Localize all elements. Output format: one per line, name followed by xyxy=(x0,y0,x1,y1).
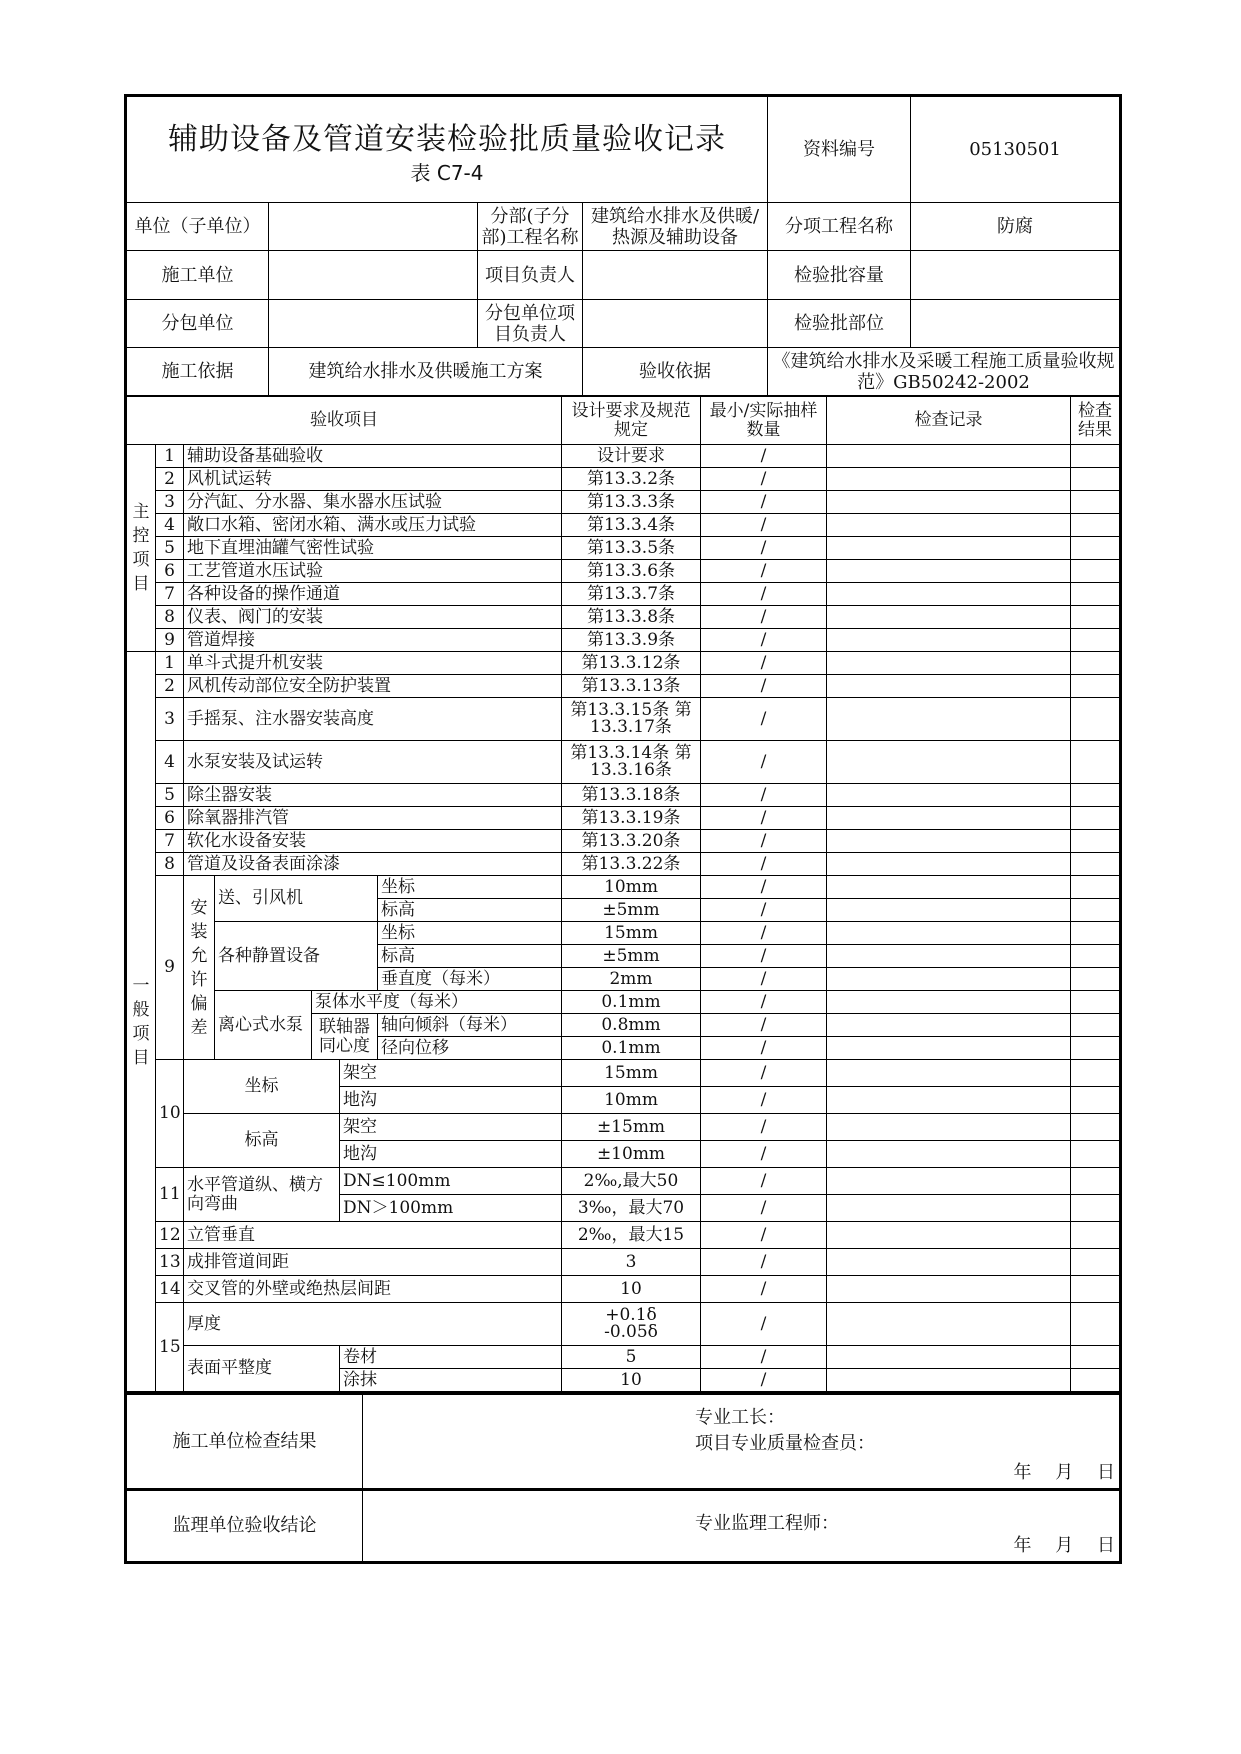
project-manager-value[interactable] xyxy=(583,251,768,300)
item-result[interactable] xyxy=(1071,1276,1121,1303)
form-header-table xyxy=(124,94,1122,396)
item-name: 管道焊接 xyxy=(184,629,562,652)
item-requirement: 0.1mm xyxy=(562,1037,701,1060)
item-record[interactable] xyxy=(827,1249,1071,1276)
item-no: 9 xyxy=(156,629,184,652)
item-result[interactable] xyxy=(1071,537,1121,560)
construction-basis-label: 施工依据 xyxy=(126,348,269,396)
sub-item-name: 标高 xyxy=(378,899,562,922)
item-requirement: 2mm xyxy=(562,968,701,991)
title-cell xyxy=(126,96,768,203)
item-sample: / xyxy=(701,1060,827,1087)
centrifugal-pump-label: 离心式水泵 xyxy=(215,991,312,1060)
item-requirement: 第13.3.22条 xyxy=(562,853,701,876)
item-record[interactable] xyxy=(827,698,1071,741)
item-record[interactable] xyxy=(827,968,1071,991)
item-name: 水泵安装及试运转 xyxy=(184,741,562,784)
item-record[interactable] xyxy=(827,1303,1071,1346)
item-requirement: 15mm xyxy=(562,1060,701,1087)
sub-item-name: 泵体水平度（每米） xyxy=(312,991,562,1014)
doc-no-value: 05130501 xyxy=(911,96,1121,203)
item-no: 10 xyxy=(156,1060,184,1168)
thickness-upper: +0.1δ xyxy=(605,1305,657,1325)
item-result[interactable] xyxy=(1071,468,1121,491)
item-sample: / xyxy=(701,1195,827,1222)
item-no: 7 xyxy=(156,830,184,853)
batch-capacity-value[interactable] xyxy=(911,251,1121,300)
flatness-label: 表面平整度 xyxy=(184,1346,340,1392)
item-no: 1 xyxy=(156,652,184,675)
item-result[interactable] xyxy=(1071,1369,1121,1392)
unit-value[interactable] xyxy=(269,203,478,251)
item-name: 敞口水箱、密闭水箱、满水或压力试验 xyxy=(184,514,562,537)
item-result[interactable] xyxy=(1071,1141,1121,1168)
item-result[interactable] xyxy=(1071,1195,1121,1222)
item-sample: / xyxy=(701,1369,827,1392)
item-record[interactable] xyxy=(827,1060,1071,1087)
subcontractor-label: 分包单位 xyxy=(126,300,269,348)
item-requirement: 第13.3.14条 第13.3.16条 xyxy=(562,741,701,784)
item-result[interactable] xyxy=(1071,606,1121,629)
item-sample: / xyxy=(701,741,827,784)
sub-item-name: 涂抹 xyxy=(340,1369,562,1392)
item-result[interactable] xyxy=(1071,1114,1121,1141)
item-requirement: 第13.3.18条 xyxy=(562,784,701,807)
item-requirement xyxy=(562,1303,701,1346)
coordinate-label: 坐标 xyxy=(184,1060,340,1114)
item-result[interactable] xyxy=(1071,514,1121,537)
inspection-form xyxy=(124,94,1119,1564)
item-requirement: 2‰，最大15 xyxy=(562,1222,701,1249)
batch-capacity-label: 检验批容量 xyxy=(768,251,911,300)
item-name: 单斗式提升机安装 xyxy=(184,652,562,675)
item-sample: / xyxy=(701,1222,827,1249)
item-no: 12 xyxy=(156,1222,184,1249)
item-sample: / xyxy=(701,784,827,807)
item-requirement: 第13.3.2条 xyxy=(562,468,701,491)
unit-label: 单位（子单位） xyxy=(126,203,269,251)
sub-item-name: 卷材 xyxy=(340,1346,562,1369)
item-sample: / xyxy=(701,514,827,537)
batch-location-value[interactable] xyxy=(911,300,1121,348)
project-manager-label: 项目负责人 xyxy=(478,251,583,300)
signature-table xyxy=(124,1392,1122,1564)
item-record[interactable] xyxy=(827,1276,1071,1303)
item-result[interactable] xyxy=(1071,1222,1121,1249)
item-sample: / xyxy=(701,583,827,606)
item-requirement: 第13.3.12条 xyxy=(562,652,701,675)
col-header-sample: 最小/实际抽样数量 xyxy=(701,397,827,445)
tolerance-group-label: 安装允许偏差 xyxy=(184,876,215,1060)
item-requirement: 第13.3.20条 xyxy=(562,830,701,853)
sub-pm-value[interactable] xyxy=(583,300,768,348)
foreman-label: 专业工长： xyxy=(695,1407,785,1428)
item-result[interactable] xyxy=(1071,629,1121,652)
item-record[interactable] xyxy=(827,583,1071,606)
contractor-signature-area[interactable] xyxy=(363,1394,1121,1490)
item-name: 除氧器排汽管 xyxy=(184,807,562,830)
sub-item-name: 地沟 xyxy=(340,1087,562,1114)
item-sample: / xyxy=(701,537,827,560)
item-requirement: 第13.3.5条 xyxy=(562,537,701,560)
static-equipment-label: 各种静置设备 xyxy=(215,922,378,991)
item-requirement: 10 xyxy=(562,1369,701,1392)
item-record[interactable] xyxy=(827,1222,1071,1249)
item-no: 3 xyxy=(156,491,184,514)
item-result[interactable] xyxy=(1071,1087,1121,1114)
item-requirement: 10mm xyxy=(562,1087,701,1114)
contractor-result-label: 施工单位检查结果 xyxy=(126,1394,363,1490)
item-sample: / xyxy=(701,1249,827,1276)
item-name: 立管垂直 xyxy=(184,1222,562,1249)
item-requirement: ±10mm xyxy=(562,1141,701,1168)
sub-item-name: 架空 xyxy=(340,1060,562,1087)
contractor-value[interactable] xyxy=(269,251,478,300)
item-record[interactable] xyxy=(827,1195,1071,1222)
item-record[interactable] xyxy=(827,1014,1071,1037)
item-record[interactable] xyxy=(827,1369,1071,1392)
item-result[interactable] xyxy=(1071,945,1121,968)
item-record[interactable] xyxy=(827,445,1071,468)
item-result[interactable] xyxy=(1071,445,1121,468)
item-record[interactable] xyxy=(827,945,1071,968)
item-sample: / xyxy=(701,675,827,698)
item-result[interactable] xyxy=(1071,830,1121,853)
subitem-value: 防腐 xyxy=(911,203,1121,251)
item-result[interactable] xyxy=(1071,807,1121,830)
item-record[interactable] xyxy=(827,1141,1071,1168)
item-name: 辅助设备基础验收 xyxy=(184,445,562,468)
item-name: 地下直埋油罐气密性试验 xyxy=(184,537,562,560)
item-record[interactable] xyxy=(827,491,1071,514)
item-sample: / xyxy=(701,698,827,741)
item-no: 5 xyxy=(156,784,184,807)
col-header-requirement: 设计要求及规范规定 xyxy=(562,397,701,445)
subdivision-value: 建筑给水排水及供暖/热源及辅助设备 xyxy=(583,203,768,251)
item-record[interactable] xyxy=(827,741,1071,784)
item-no: 7 xyxy=(156,583,184,606)
item-name: 成排管道间距 xyxy=(184,1249,562,1276)
item-no: 13 xyxy=(156,1249,184,1276)
item-result[interactable] xyxy=(1071,652,1121,675)
item-name: 水平管道纵、横方向弯曲 xyxy=(184,1168,340,1222)
item-sample: / xyxy=(701,1087,827,1114)
coupling-label: 联轴器同心度 xyxy=(312,1014,378,1060)
subdivision-label: 分部(子分部)工程名称 xyxy=(478,203,583,251)
item-requirement: 第13.3.9条 xyxy=(562,629,701,652)
item-no: 6 xyxy=(156,560,184,583)
col-header-result: 检查结果 xyxy=(1071,397,1121,445)
item-no: 6 xyxy=(156,807,184,830)
item-requirement: 5 xyxy=(562,1346,701,1369)
construction-basis-value: 建筑给水排水及供暖施工方案 xyxy=(269,348,583,396)
subcontractor-value[interactable] xyxy=(269,300,478,348)
item-no: 8 xyxy=(156,606,184,629)
item-no: 4 xyxy=(156,514,184,537)
item-record[interactable] xyxy=(827,537,1071,560)
item-record[interactable] xyxy=(827,1087,1071,1114)
item-requirement: 第13.3.13条 xyxy=(562,675,701,698)
sub-item-name: DN≤100mm xyxy=(340,1168,562,1195)
col-header-record: 检查记录 xyxy=(827,397,1071,445)
item-result[interactable] xyxy=(1071,1168,1121,1195)
supervisor-conclusion-label: 监理单位验收结论 xyxy=(126,1490,363,1563)
item-requirement: 第13.3.4条 xyxy=(562,514,701,537)
item-sample: / xyxy=(701,606,827,629)
item-record[interactable] xyxy=(827,899,1071,922)
item-requirement: 设计要求 xyxy=(562,445,701,468)
sub-item-name: 标高 xyxy=(378,945,562,968)
item-requirement: 第13.3.6条 xyxy=(562,560,701,583)
item-record[interactable] xyxy=(827,991,1071,1014)
supervisor-date: 年 月 日 xyxy=(1013,1535,1115,1556)
item-record[interactable] xyxy=(827,1114,1071,1141)
item-sample: / xyxy=(701,491,827,514)
item-sample: / xyxy=(701,1303,827,1346)
item-record[interactable] xyxy=(827,468,1071,491)
item-result[interactable] xyxy=(1071,991,1121,1014)
item-result[interactable] xyxy=(1071,899,1121,922)
sub-item-name: 坐标 xyxy=(378,922,562,945)
item-requirement: 3 xyxy=(562,1249,701,1276)
item-result[interactable] xyxy=(1071,675,1121,698)
sub-item-name: 径向位移 xyxy=(378,1037,562,1060)
item-requirement: 第13.3.15条 第13.3.17条 xyxy=(562,698,701,741)
form-number: 表 C7-4 xyxy=(410,160,484,185)
item-record[interactable] xyxy=(827,830,1071,853)
item-record[interactable] xyxy=(827,1037,1071,1060)
item-sample: / xyxy=(701,968,827,991)
item-result[interactable] xyxy=(1071,853,1121,876)
item-name: 分汽缸、分水器、集水器水压试验 xyxy=(184,491,562,514)
item-requirement: 10mm xyxy=(562,876,701,899)
item-record[interactable] xyxy=(827,1346,1071,1369)
item-requirement: 第13.3.19条 xyxy=(562,807,701,830)
sub-item-name: DN＞100mm xyxy=(340,1195,562,1222)
item-result[interactable] xyxy=(1071,876,1121,899)
item-result[interactable] xyxy=(1071,968,1121,991)
item-requirement: 第13.3.8条 xyxy=(562,606,701,629)
item-sample: / xyxy=(701,1037,827,1060)
item-sample: / xyxy=(701,468,827,491)
item-no: 14 xyxy=(156,1276,184,1303)
batch-location-label: 检验批部位 xyxy=(768,300,911,348)
item-name: 工艺管道水压试验 xyxy=(184,560,562,583)
supervising-engineer-label: 专业监理工程师： xyxy=(695,1513,839,1534)
item-sample: / xyxy=(701,807,827,830)
item-sample: / xyxy=(701,560,827,583)
item-no: 8 xyxy=(156,853,184,876)
item-name: 仪表、阀门的安装 xyxy=(184,606,562,629)
item-name: 管道及设备表面涂漆 xyxy=(184,853,562,876)
item-requirement: ±5mm xyxy=(562,945,701,968)
sub-pm-label: 分包单位项目负责人 xyxy=(478,300,583,348)
item-record[interactable] xyxy=(827,514,1071,537)
sub-item-name: 地沟 xyxy=(340,1141,562,1168)
item-sample: / xyxy=(701,945,827,968)
item-result[interactable] xyxy=(1071,1346,1121,1369)
item-record[interactable] xyxy=(827,807,1071,830)
item-result[interactable] xyxy=(1071,1303,1121,1346)
item-requirement: 第13.3.3条 xyxy=(562,491,701,514)
form-title: 辅助设备及管道安装检验批质量验收记录 xyxy=(168,121,726,157)
item-record[interactable] xyxy=(827,922,1071,945)
item-sample: / xyxy=(701,1276,827,1303)
item-name: 除尘器安装 xyxy=(184,784,562,807)
item-sample: / xyxy=(701,922,827,945)
subitem-label: 分项工程名称 xyxy=(768,203,911,251)
item-no: 15 xyxy=(156,1303,184,1392)
item-sample: / xyxy=(701,876,827,899)
general-group-label: 一般项目 xyxy=(126,652,156,1392)
item-no: 1 xyxy=(156,445,184,468)
item-no: 2 xyxy=(156,468,184,491)
item-requirement: 第13.3.7条 xyxy=(562,583,701,606)
item-sample: / xyxy=(701,1168,827,1195)
item-record[interactable] xyxy=(827,652,1071,675)
item-record[interactable] xyxy=(827,629,1071,652)
item-no: 3 xyxy=(156,698,184,741)
item-record[interactable] xyxy=(827,675,1071,698)
item-no: 4 xyxy=(156,741,184,784)
item-name: 风机传动部位安全防护装置 xyxy=(184,675,562,698)
item-sample: / xyxy=(701,629,827,652)
thickness-lower: -0.05δ xyxy=(604,1322,658,1342)
item-name: 风机试运转 xyxy=(184,468,562,491)
item-result[interactable] xyxy=(1071,1060,1121,1087)
item-sample: / xyxy=(701,1346,827,1369)
item-sample: / xyxy=(701,853,827,876)
item-name: 各种设备的操作通道 xyxy=(184,583,562,606)
thickness-label: 厚度 xyxy=(184,1303,562,1346)
item-requirement: ±5mm xyxy=(562,899,701,922)
sub-item-name: 轴向倾斜（每米） xyxy=(378,1014,562,1037)
item-requirement: ±15mm xyxy=(562,1114,701,1141)
item-result[interactable] xyxy=(1071,491,1121,514)
item-requirement: 10 xyxy=(562,1276,701,1303)
item-requirement: 3‰，最大70 xyxy=(562,1195,701,1222)
item-result[interactable] xyxy=(1071,1037,1121,1060)
item-record[interactable] xyxy=(827,1168,1071,1195)
item-result[interactable] xyxy=(1071,560,1121,583)
supervisor-signature-area[interactable] xyxy=(363,1490,1121,1563)
item-sample: / xyxy=(701,1014,827,1037)
item-record[interactable] xyxy=(827,853,1071,876)
item-no: 9 xyxy=(156,876,184,1060)
item-name: 手摇泵、注水器安装高度 xyxy=(184,698,562,741)
item-requirement: 2‰,最大50 xyxy=(562,1168,701,1195)
quality-inspector-label: 项目专业质量检查员： xyxy=(695,1433,875,1454)
col-header-item: 验收项目 xyxy=(126,397,562,445)
doc-no-label: 资料编号 xyxy=(768,96,911,203)
item-record[interactable] xyxy=(827,606,1071,629)
inspection-items-table xyxy=(124,396,1122,1392)
item-requirement: 0.1mm xyxy=(562,991,701,1014)
main-group-label: 主控项目 xyxy=(126,445,156,652)
item-record[interactable] xyxy=(827,560,1071,583)
item-sample: / xyxy=(701,652,827,675)
item-name: 交叉管的外壁或绝热层间距 xyxy=(184,1276,562,1303)
sub-item-name: 架空 xyxy=(340,1114,562,1141)
acceptance-basis-value: 《建筑给水排水及采暖工程施工质量验收规范》GB50242-2002 xyxy=(768,348,1121,396)
item-result[interactable] xyxy=(1071,741,1121,784)
item-no: 5 xyxy=(156,537,184,560)
item-sample: / xyxy=(701,445,827,468)
item-record[interactable] xyxy=(827,784,1071,807)
sub-item-name: 垂直度（每米） xyxy=(378,968,562,991)
item-result[interactable] xyxy=(1071,583,1121,606)
item-result[interactable] xyxy=(1071,1249,1121,1276)
item-requirement: 0.8mm xyxy=(562,1014,701,1037)
item-result[interactable] xyxy=(1071,698,1121,741)
item-no: 11 xyxy=(156,1168,184,1222)
item-sample: / xyxy=(701,991,827,1014)
item-name: 软化水设备安装 xyxy=(184,830,562,853)
item-sample: / xyxy=(701,830,827,853)
elevation-label: 标高 xyxy=(184,1114,340,1168)
acceptance-basis-label: 验收依据 xyxy=(583,348,768,396)
item-sample: / xyxy=(701,899,827,922)
item-sample: / xyxy=(701,1114,827,1141)
fan-label: 送、引风机 xyxy=(215,876,378,922)
item-no: 2 xyxy=(156,675,184,698)
item-record[interactable] xyxy=(827,876,1071,899)
contractor-date: 年 月 日 xyxy=(1013,1462,1115,1483)
item-sample: / xyxy=(701,1141,827,1168)
item-result[interactable] xyxy=(1071,1014,1121,1037)
item-result[interactable] xyxy=(1071,784,1121,807)
sub-item-name: 坐标 xyxy=(378,876,562,899)
item-result[interactable] xyxy=(1071,922,1121,945)
contractor-label: 施工单位 xyxy=(126,251,269,300)
item-requirement: 15mm xyxy=(562,922,701,945)
